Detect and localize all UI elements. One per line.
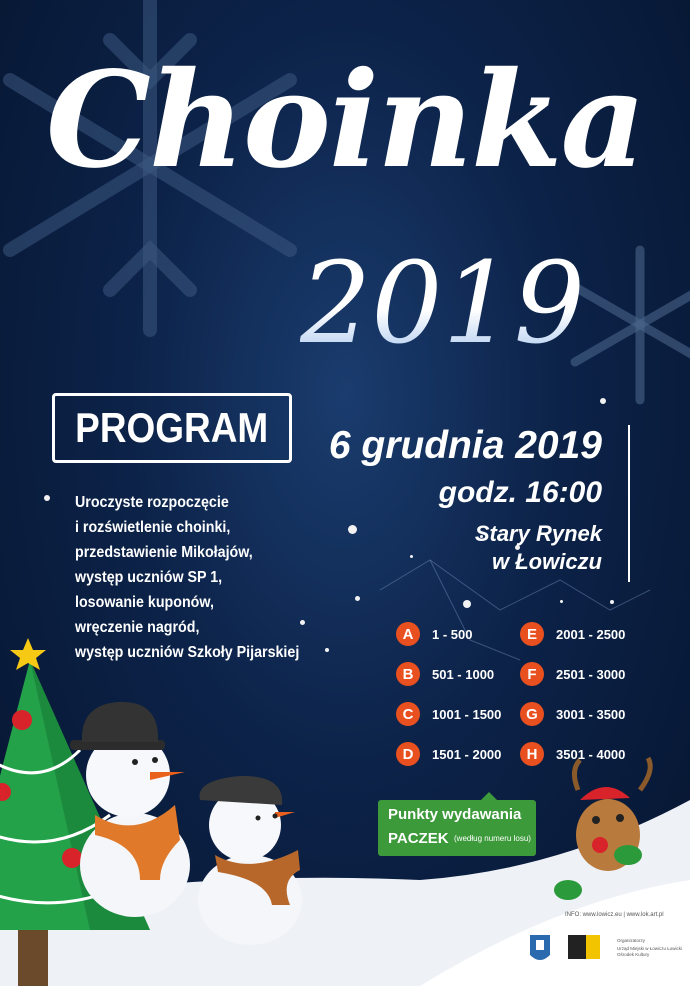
pickup-note: (według numeru losu)	[454, 834, 531, 843]
program-item: występ uczniów Szkoły Pijarskiej	[75, 644, 300, 661]
snowman-icon	[198, 776, 302, 945]
zone-letter-badge: G	[520, 702, 544, 726]
program-item: i rozświetlenie choinki,	[75, 519, 231, 536]
zone-range: 2501 - 3000	[556, 666, 626, 682]
zone-letter-badge: F	[520, 662, 544, 686]
zone-range: 1501 - 2000	[432, 746, 502, 762]
zone-letter-badge: B	[396, 662, 420, 686]
zone-letter-badge: C	[396, 702, 420, 726]
zone-letter-badge: E	[520, 622, 544, 646]
program-heading: PROGRAM	[75, 404, 269, 451]
title-script: Choinka	[45, 43, 645, 198]
zone-letter-badge: A	[396, 622, 420, 646]
zone-letter-badge: D	[396, 742, 420, 766]
star-icon	[10, 638, 46, 670]
organizers-label: Organizatorzy	[617, 938, 646, 943]
title-year: 2019	[300, 239, 586, 369]
program-item: występ uczniów SP 1,	[75, 569, 223, 586]
zone-letter-badge: H	[520, 742, 544, 766]
zone-range: 3001 - 3500	[556, 706, 626, 722]
event-place-line2: w Łowiczu	[492, 549, 602, 574]
program-item: przedstawienie Mikołajów,	[75, 544, 253, 561]
footer-info: INFO: www.lowicz.eu | www.lok.art.pl	[565, 912, 664, 918]
city-crest-logo	[530, 935, 550, 960]
program-item: losowanie kuponów,	[75, 594, 214, 611]
event-time: godz. 16:00	[438, 476, 602, 509]
pickup-subtitle: PACZEK	[388, 830, 449, 847]
pickup-title: Punkty wydawania	[388, 806, 522, 823]
zone-range: 3501 - 4000	[556, 746, 626, 762]
zone-range: 1001 - 1500	[432, 706, 502, 722]
zone-range: 1 - 500	[432, 626, 473, 642]
zone-range: 501 - 1000	[432, 666, 495, 682]
program-item: Uroczyste rozpoczęcie	[75, 494, 229, 511]
program-item: wręczenie nagród,	[75, 619, 200, 636]
event-place-line1: Stary Rynek	[474, 521, 602, 546]
pickup-points-box	[378, 800, 536, 856]
lok-logo	[568, 935, 600, 959]
event-date: 6 grudnia 2019	[328, 424, 602, 467]
organizers: Urząd Miejski w Łowiczu Łowicki Ośrodek Kultury	[617, 946, 683, 957]
zone-range: 2001 - 2500	[556, 626, 626, 642]
